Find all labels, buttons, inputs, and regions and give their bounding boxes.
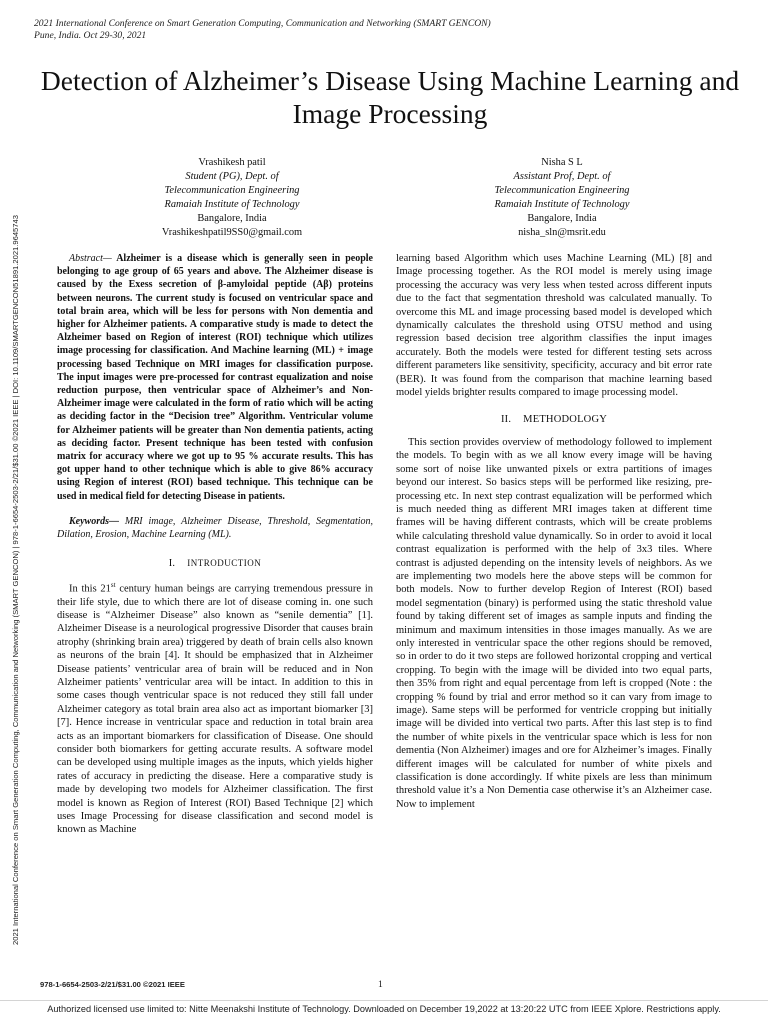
- author-1: [122, 156, 342, 240]
- author-department: Telecommunication Engineering: [164, 185, 300, 196]
- intro-text-rest: century human beings are carrying tremendous pressure in their life style, due to which there are lot of disease coming in. one such disease is “Alzheimer Disease” also known as “senile dementia” [1]. Alzheimer Disease is a neurological progressive Disorder that causes brain atrophy (shrinking brain area) triggered by death of brain cells also known as neurons of the brain [4]. It should be emphasized that in Alzheimer Disease patients’ ventricular area of brain will be reduced and in Non Alzheimer patients’ ventricular area will be intact. In addition to this in some cases though ventricular space is not reduced they still fall under Alzheimer category as total brain area also act as important biomarker [3][7]. Hence increase in ventricular space and reduction in total brain area acts as an important biomarkers for classification of Disease. One should consider both biomarkers for getting accurate results. A software model can be developed using multiple images as the inputs, which yields higher rates of accuracy in predicting the disease. Here a comparative study is made by developing two models for Alzheimer classification. The first model is known as Region of Interest (ROI) Based Technique [2] which uses Image Processing for disease classification and second model is known as Machine: [57, 583, 373, 836]
- authorized-use-notice: Authorized licensed use limited to: Nitte Meenakshi Institute of Technology. Downloaded on December 19,2022 at 13:20:22 UTC from IEEE Xplore. Restrictions apply.: [47, 1004, 721, 1014]
- section-title: METHODOLOGY: [523, 414, 608, 426]
- author-name: Vrashikesh patil: [198, 157, 266, 168]
- keywords-text: MRI image, Alzheimer Disease, Threshold, Segmentation, Dilation, Erosion, Machine Learning (ML).: [57, 515, 374, 541]
- left-column: [57, 252, 373, 837]
- section-heading-methodology: [396, 413, 712, 426]
- intro-text-start: In this 21: [69, 583, 111, 595]
- author-location: Bangalore, India: [197, 213, 267, 224]
- introduction-continued: learning based Algorithm which uses Machine Learning (ML) [8] and Image processing together. As the ROI model is merely using image processing the accuracy was very less when tested across different inputs due to the fact that segmentation threshold was calculated manually. To overcome this ML and image processing based model is developed which dynamically calculates the threshold using OTSU method and using regression based decision tree algorithm classifies the input images accurately. Both the models were tested for different testing sets across different parameters like sensitivity, specificity, accuracy and bit error rate (BER). It was found from the comparison that machine learning based model yields brighter results compared to image processing model.: [396, 253, 712, 399]
- author-email: nisha_sln@msrit.edu: [518, 227, 606, 238]
- author-role: Student (PG), Dept. of: [185, 171, 279, 182]
- keywords-label: Keywords—: [69, 515, 119, 527]
- author-department: Telecommunication Engineering: [494, 185, 630, 196]
- author-location: Bangalore, India: [527, 213, 597, 224]
- conference-name: 2021 International Conference on Smart Generation Computing, Communication and Networking (SMART GENCON): [34, 18, 491, 29]
- paper-title: Detection of Alzheimer’s Disease Using Machine Learning and Image Processing: [40, 65, 740, 129]
- author-name: Nisha S L: [541, 157, 583, 168]
- conference-location: Pune, India. Oct 29-30, 2021: [34, 30, 147, 41]
- author-institute: Ramaiah Institute of Technology: [164, 199, 300, 210]
- author-institute: Ramaiah Institute of Technology: [494, 199, 630, 210]
- conference-header: [34, 18, 491, 42]
- right-column: [396, 252, 712, 811]
- page-number: 1: [378, 980, 383, 990]
- methodology-paragraph: This section provides overview of methodology followed to implement the models. To begin with as we all know every image will be having some sort of noise like unwanted pixels or extra partitions of images beyond our interest. So basics steps will be performed like resizing, pre-processing etc. In next step contrast equalization will be performed which is much needed thing as different MRI images taken at different time frames will be having different contrasts, which will be create problems while calculating threshold value dynamically. So in order to avoid it local contrast equalization is performed with the help of 3x3 tiles. Where contrast is adjusted depending on the intensity levels of neighbors. As we are implementing two models here the above steps will be common for both models. Now to further develop Region of Interest (ROI) based model segmentation (binary) is performed using the static threshold value found by taking different set of images as sample inputs and finding the minimum and maximum intensities in those images manually. As we are only interested in ventricular space the other regions should be removed, so in order to do it two steps are followed horizontal cropping and vertical cropping. To begin with the image will be divided into two equal parts, then 35% from right and equal percentage from left is cropped (Note : the cropping % found by trial and error method so it can vary from image to image). Same steps will be performed for ventricle cropping but initially image will be divided into vertical two parts. After this last step is to find the number of white pixels in the ventricular space which is less for non dementia (Non Alzheimer) images and ore for Alzheimer’s images. Finally different images will be calculated for number of white pixels and classification is done accordingly. If white pixels are less than minimum threshold value it’s a Non Dementia case otherwise it’s an Alzheimer case. Now to implement: [396, 436, 712, 810]
- author-2: [452, 156, 672, 240]
- side-citation: 2021 International Conference on Smart Generation Computing, Communication and Networking (SMART GENCON) | 978-1-6654-2503-2/21/$31.00 ©2021 IEEE | DOI: 10.1109/SMARTGENCON51891.2021.9645743: [11, 215, 20, 945]
- section-number: II.: [500, 414, 512, 426]
- abstract: [57, 252, 373, 503]
- author-email: Vrashikeshpatil9SS0@gmail.com: [161, 227, 303, 238]
- abstract-text: Alzheimer is a disease which is generally seen in people belonging to age group of 65 years and above. The Alzheimer disease is caused by the Exess secretion of β-amyloidal peptide (Aβ) proteins between neurons. The current study is focused on ventricular space and total brain area, which will be less for persons with Non dementia and higher for Alzheimer patients. A comparative study is made to detect the Alzheimer based on Region of interest (ROI) technique which utilizes image processing for classification. And Machine learning (ML) + image processing based Technique on MRI images for classification purpose. The input images were pre-processed for contrast equalization and noise reduction purpose, then ventricular space of Alzheimer’s and Non-Alzheimer image were calculated in the form of ratio which will be acting as deciding factor in the “Decision tree” Algorithm. Ventricular volume for Alzheimer patients will be greater than Non dementia patients, acting as deciding factor. Present technique has been tested with confusion matrix for accuracy where we got up to 95 % accurate results. This has got upper hand to other technique which is able to give 86% accuracy using Region of interest (ROI) based technique. This technique can be used in medical field for detecting Disease in patients.: [57, 253, 373, 502]
- keywords: [57, 515, 373, 541]
- footer-divider: [0, 1000, 768, 1001]
- abstract-label: Abstract—: [69, 253, 112, 264]
- section-title: INTRODUCTION: [187, 558, 262, 569]
- copyright-line: 978-1-6654-2503-2/21/$31.00 ©2021 IEEE: [40, 980, 185, 989]
- author-role: Assistant Prof, Dept. of: [513, 171, 611, 182]
- introduction-paragraph: [57, 579, 373, 837]
- intro-superscript: st: [110, 580, 116, 589]
- section-heading-introduction: [57, 557, 373, 570]
- section-number: I.: [168, 558, 176, 570]
